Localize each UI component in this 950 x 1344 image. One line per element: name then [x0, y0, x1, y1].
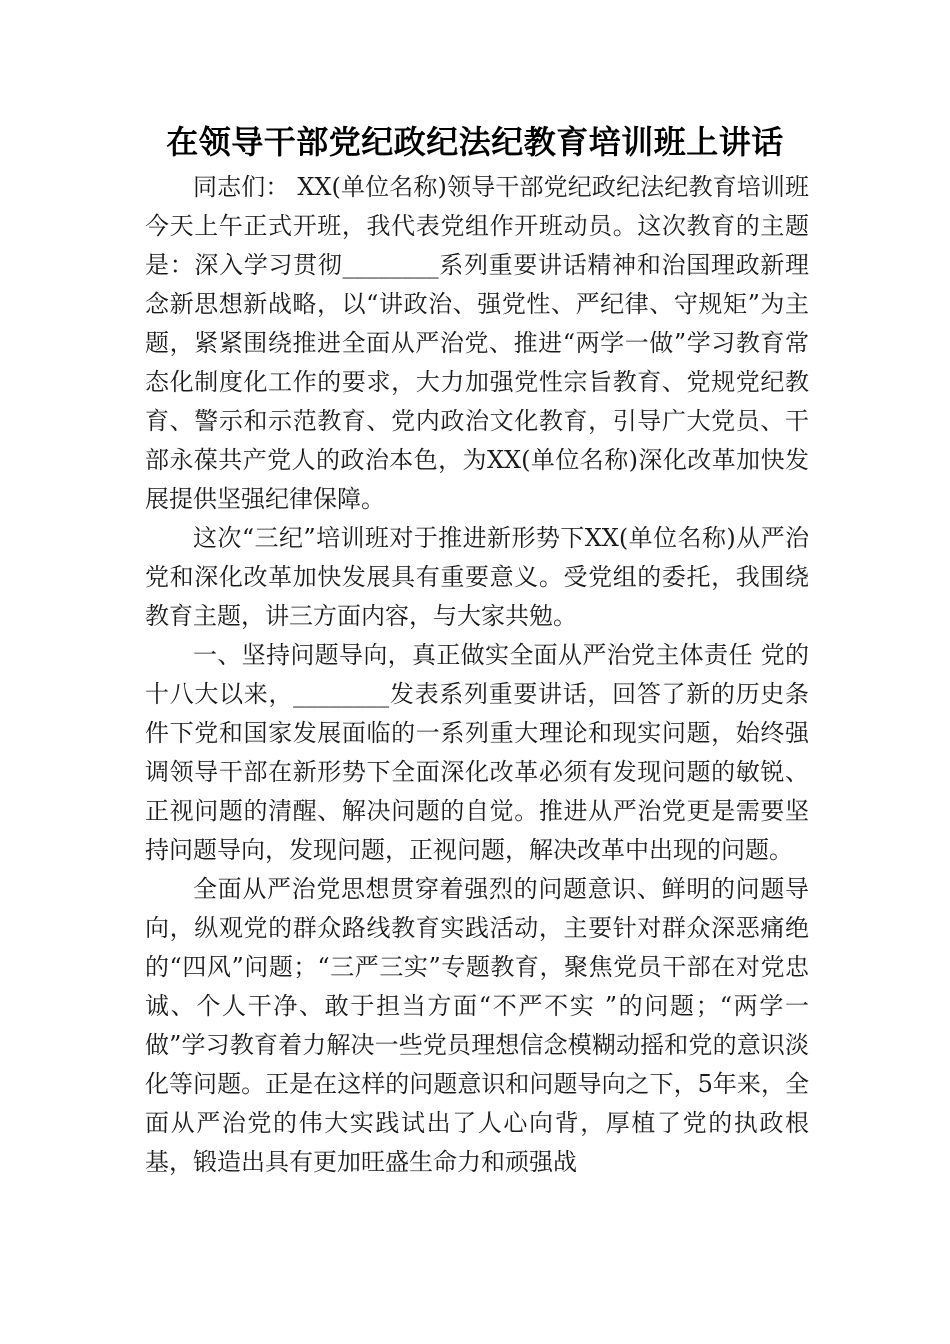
document-body: [145, 168, 809, 1182]
paragraph-problem-awareness: 全面从严治党思想贯穿着强烈的问题意识、鲜明的问题导向，纵观党的群众路线教育实践活动，主要针对群众深恶痛绝的“四风”问题；“三严三实”专题教育，聚焦党员干部在对党忠诚、个人干净、敢于担当方面“不严不实 ”的问题；“两学一做”学习教育着力解决一些党员理想信念模糊动摇和党的意识淡化等问题。正是在这样的问题意识和问题导向之下，5年来，全面从严治党的伟大实践试出了人心向背，厚植了党的执政根基，锻造出具有更加旺盛生命力和顽强战: [145, 875, 809, 1176]
paragraph-significance: 这次“三纪”培训班对于推进新形势下XX(单位名称)从严治党和深化改革加快发展具有重要意义。受党组的委托，我围绕教育主题，讲三方面内容，与大家共勉。: [145, 524, 809, 630]
paragraph-opening: 同志们： XX(单位名称)领导干部党纪政纪法纪教育培训班今天上午正式开班，我代表党组作开班动员。这次教育的主题是：深入学习贯彻________系列重要讲话精神和治国理政新理念新思想新战略，以“讲政治、强党性、严纪律、守规矩”为主题，紧紧围绕推进全面从严治党、推进“两学一做”学习教育常态化制度化工作的要求，大力加强党性宗旨教育、党规党纪教育、警示和示范教育、党内政治文化教育，引导广大党员、干部永葆共产党人的政治本色，为XX(单位名称)深化改革加快发展提供坚强纪律保障。: [145, 173, 809, 513]
paragraph-section-one: 一、坚持问题导向，真正做实全面从严治党主体责任 党的十八大以来，________发表系列重要讲话，回答了新的历史条件下党和国家发展面临的一系列重大理论和现实问题，始终强调领导干部在新形势下全面深化改革必须有发现问题的敏锐、正视问题的清醒、解决问题的自觉。推进从严治党更是需要坚持问题导向，发现问题，正视问题，解决改革中出现的问题。: [145, 641, 809, 864]
document-title: 在领导干部党纪政纪法纪教育培训班上讲话: [166, 123, 784, 161]
